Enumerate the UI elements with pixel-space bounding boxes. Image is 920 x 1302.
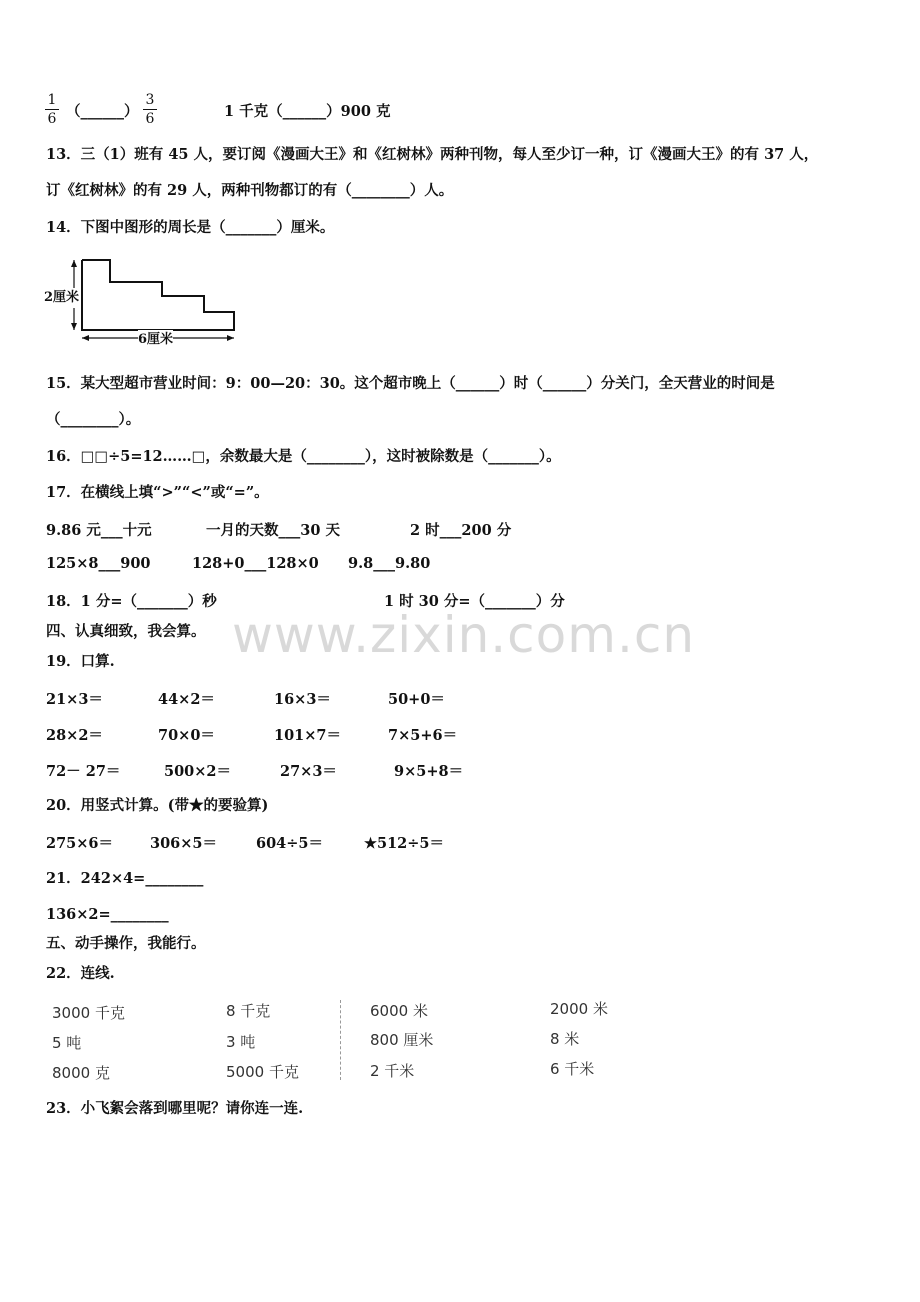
compare-weight: 1 千克（______）900 克 — [224, 103, 391, 120]
oral-calc-item: 44×2＝ — [158, 691, 215, 708]
match-col3-item: 800 厘米 — [370, 1031, 434, 1049]
match-col3-item: 6000 米 — [370, 1002, 428, 1020]
vertical-calc-item: 604÷5＝ — [256, 835, 324, 852]
question-20: 20．用竖式计算。(带★的要验算) — [46, 797, 269, 814]
matching-divider — [340, 1000, 341, 1080]
oral-calc-item: 16×3＝ — [274, 691, 331, 708]
question-17: 17．在横线上填“>”“<”或“=”。 — [46, 484, 269, 501]
vertical-calc-item: ★512÷5＝ — [364, 835, 445, 852]
vertical-calc-item: 275×6＝ — [46, 835, 114, 852]
staircase-figure — [44, 252, 244, 352]
oral-calc-item: 72－ 27＝ — [46, 763, 121, 780]
fraction-numerator: 1 — [45, 92, 59, 110]
question-21-line-2: 136×2=________ — [46, 906, 169, 923]
oral-calc-item: 27×3＝ — [280, 763, 337, 780]
question-15-line-1: 15．某大型超市营业时间：9：00—20：30。这个超市晚上（______）时（______）分关门，全天营业的时间是 — [46, 375, 775, 392]
match-col1-item: 3000 千克 — [52, 1004, 125, 1022]
question-18-left: 18．1 分=（_______）秒 — [46, 593, 217, 610]
oral-calc-item: 9×5+8＝ — [394, 763, 464, 780]
question-16: 16．□□÷5=12……□，余数最大是（________），这时被除数是（_______）。 — [46, 448, 561, 465]
fraction-denominator: 6 — [47, 111, 57, 127]
match-col1-item: 8000 克 — [52, 1064, 110, 1082]
match-col2-item: 3 吨 — [226, 1033, 256, 1051]
fraction-three-sixths — [143, 92, 157, 127]
match-col4-item: 8 米 — [550, 1030, 580, 1048]
compare-item: 128+0___128×0 — [192, 555, 319, 572]
question-14: 14．下图中图形的周长是（_______）厘米。 — [46, 219, 335, 236]
question-18-right: 1 时 30 分=（_______）分 — [384, 593, 565, 610]
match-col3-item: 2 千米 — [370, 1062, 415, 1080]
oral-calc-item: 500×2＝ — [164, 763, 232, 780]
fraction-one-sixth — [45, 92, 59, 127]
section-5-heading: 五、动手操作，我能行。 — [46, 935, 206, 952]
match-col2-item: 5000 千克 — [226, 1063, 299, 1081]
compare-item: 9.8___9.80 — [348, 555, 431, 572]
question-21-line-1: 21．242×4=________ — [46, 870, 204, 887]
compare-item: 2 时___200 分 — [410, 522, 512, 539]
oral-calc-item: 21×3＝ — [46, 691, 103, 708]
compare-blank-fractions: （______） — [66, 103, 139, 120]
section-4-heading: 四、认真细致，我会算。 — [46, 623, 206, 640]
fraction-denominator: 6 — [145, 111, 155, 127]
oral-calc-item: 101×7＝ — [274, 727, 342, 744]
vertical-calc-item: 306×5＝ — [150, 835, 218, 852]
match-col2-item: 8 千克 — [226, 1002, 271, 1020]
question-15-line-2: （________）。 — [46, 411, 141, 428]
compare-item: 9.86 元___十元 — [46, 522, 152, 539]
oral-calc-item: 50+0＝ — [388, 691, 445, 708]
fraction-numerator: 3 — [143, 92, 157, 110]
oral-calc-item: 7×5+6＝ — [388, 727, 458, 744]
width-label: 6厘米 — [138, 330, 173, 350]
oral-calc-item: 28×2＝ — [46, 727, 103, 744]
match-col1-item: 5 吨 — [52, 1034, 82, 1052]
watermark: www.zixin.com.cn — [232, 606, 696, 664]
oral-calc-item: 70×0＝ — [158, 727, 215, 744]
question-13-line-2: 订《红树林》的有 29 人，两种刊物都订的有（________）人。 — [46, 182, 454, 199]
match-col4-item: 2000 米 — [550, 1000, 608, 1018]
height-label: 2厘米 — [44, 288, 79, 308]
question-19: 19．口算. — [46, 653, 115, 670]
question-22: 22．连线. — [46, 965, 115, 982]
match-col4-item: 6 千米 — [550, 1060, 595, 1078]
compare-item: 一月的天数___30 天 — [206, 522, 340, 539]
question-13-line-1: 13．三（1）班有 45 人，要订阅《漫画大王》和《红树林》两种刊物，每人至少订一种，订《漫画大王》的有 37 人， — [46, 146, 819, 163]
compare-item: 125×8___900 — [46, 555, 151, 572]
question-23: 23．小飞絮会落到哪里呢？请你连一连. — [46, 1100, 304, 1117]
